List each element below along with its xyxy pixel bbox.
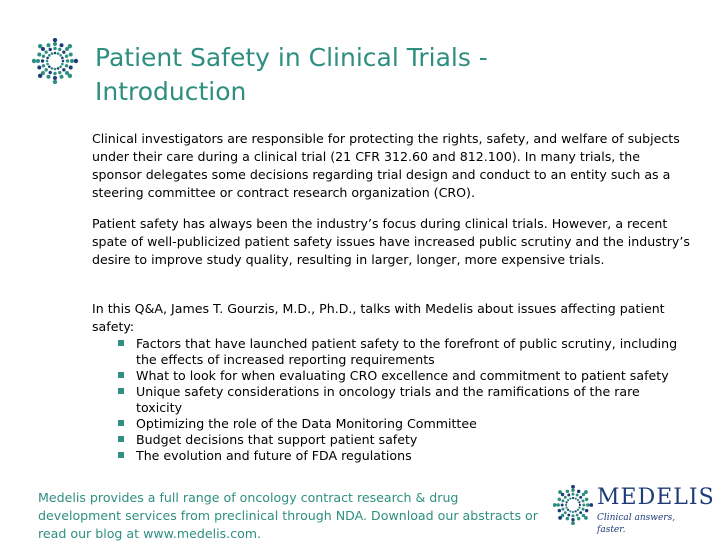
burst-dot <box>48 65 51 68</box>
burst-dot <box>65 55 68 58</box>
intro-paragraph: Clinical investigators are responsible for protecting the rights, safety, and welfare of subjects under their care during a clinical trial (21 CFR 312.60 and 812.100). In many trials, the sponsor delegates some decisions regarding trial design and conduct to an entity such as a steering committee or contract research organization (CRO). <box>92 131 680 200</box>
footer-promo-text: Medelis provides a full range of oncology contract research & drug development services from preclinical through NDA. Download our abstracts or read our blog at www.medelis.com. <box>38 490 538 541</box>
slide-title <box>95 41 715 109</box>
burst-dot <box>569 510 571 512</box>
burst-dot <box>60 43 64 47</box>
burst-dot <box>48 54 51 57</box>
burst-dot <box>576 493 579 496</box>
burst-dot <box>565 501 567 503</box>
burst-dot <box>582 499 585 502</box>
burst-dot <box>584 490 588 494</box>
burst-dot <box>558 490 562 494</box>
burst-dot <box>569 497 571 499</box>
burst-dot <box>577 499 579 501</box>
burst-dot <box>57 67 60 70</box>
bullet-item: Optimizing the role of the Data Monitoring Committee <box>116 416 686 432</box>
burst-dot <box>58 48 61 51</box>
burst-dot <box>561 504 564 507</box>
burst-dot <box>69 66 73 70</box>
burst-dot <box>561 499 564 502</box>
burst-dot <box>53 42 57 46</box>
burst-dot <box>584 516 588 520</box>
burst-dot <box>58 71 61 74</box>
bullet-item: The evolution and future of FDA regulations <box>116 448 686 464</box>
burst-dot <box>37 52 41 56</box>
burst-dot <box>558 498 561 501</box>
burst-dot <box>572 493 575 496</box>
burst-dot <box>49 48 52 51</box>
burst-dot <box>65 64 68 67</box>
burst-dot <box>68 44 72 48</box>
burst-dot <box>74 59 78 63</box>
burst-dot <box>42 55 45 58</box>
burst-dot <box>59 54 62 57</box>
burst-dot <box>577 517 580 520</box>
square-bullet-icon <box>118 452 124 458</box>
bullet-item: Factors that have launched patient safety to the forefront of public scrutiny, including the effects of increased reporting requirements <box>116 336 686 368</box>
burst-dot <box>571 485 575 489</box>
burst-dot <box>61 63 64 66</box>
burst-dot <box>54 52 57 55</box>
burst-dot <box>46 60 49 63</box>
safety-paragraph: Patient safety has always been the industry’s focus during clinical trials. However, a recent spate of well-publicized patient safety issues have increased public scrutiny and the industry’s desire to improve study quality, resulting in larger, longer, more expensive trials. <box>92 216 690 267</box>
burst-dot <box>37 66 41 70</box>
bullet-item: Budget decisions that support patient safety <box>116 432 686 448</box>
square-bullet-icon <box>118 420 124 426</box>
qa-intro-paragraph: In this Q&A, James T. Gourzis, M.D., Ph.D., talks with Medelis about issues affecting patient safety: <box>92 301 665 334</box>
burst-dot <box>564 511 567 514</box>
burst-dot <box>46 43 50 47</box>
burst-dot <box>57 52 60 55</box>
burst-dot <box>582 504 585 507</box>
burst-dot <box>69 52 73 56</box>
burst-dot <box>41 59 44 62</box>
burst-dot <box>572 511 574 513</box>
burst-dot <box>49 71 52 74</box>
burst-dot <box>53 80 57 84</box>
burst-dot <box>571 488 574 491</box>
burst-dot <box>566 490 569 493</box>
burst-dot <box>585 509 588 512</box>
bullet-item: What to look for when evaluating CRO excellence and commitment to patient safety <box>116 368 686 384</box>
burst-dot <box>575 497 577 499</box>
burst-dot <box>576 514 579 517</box>
burst-dot <box>567 509 569 511</box>
burst-dot <box>54 68 57 71</box>
square-bullet-icon <box>118 340 124 346</box>
burst-dot <box>53 38 57 42</box>
burst-dot <box>62 60 65 63</box>
burst-dot <box>565 507 567 509</box>
burst-dot <box>572 514 575 517</box>
burst-dot <box>578 501 580 503</box>
burst-dot <box>567 493 570 496</box>
burst-dot <box>62 50 65 53</box>
burst-dot <box>577 490 580 493</box>
burst-dot <box>46 63 49 66</box>
burst-dot <box>579 504 581 506</box>
burst-dot <box>575 510 577 512</box>
burst-dot <box>61 57 64 60</box>
burst-dot <box>68 74 72 78</box>
burst-dot <box>53 72 56 75</box>
burst-dot <box>582 508 585 511</box>
burst-dot <box>53 76 57 80</box>
medelis-small-burst-icon <box>553 485 593 525</box>
burst-dot <box>579 511 582 514</box>
burst-dot <box>53 47 56 50</box>
burst-dot <box>46 57 49 60</box>
burst-dot <box>44 68 47 71</box>
burst-dot <box>38 74 42 78</box>
square-bullet-icon <box>118 372 124 378</box>
burst-dot <box>571 521 575 525</box>
burst-dot <box>44 50 47 53</box>
burst-dot <box>60 75 64 79</box>
burst-dot <box>51 52 54 55</box>
topic-bullet-list <box>116 336 686 464</box>
burst-dot <box>585 498 588 501</box>
burst-dot <box>567 514 570 517</box>
burst-dot <box>51 67 54 70</box>
medelis-burst-logo-icon <box>32 38 78 84</box>
burst-dot <box>589 503 593 507</box>
burst-dot <box>586 503 589 506</box>
burst-dot <box>46 75 50 79</box>
burst-dot <box>572 497 574 499</box>
title-line-1: Patient Safety in Clinical Trials - <box>95 43 488 72</box>
burst-dot <box>32 59 36 63</box>
burst-dot <box>565 504 567 506</box>
square-bullet-icon <box>118 436 124 442</box>
burst-dot <box>553 503 557 507</box>
square-bullet-icon <box>118 388 124 394</box>
burst-dot <box>70 59 74 63</box>
burst-dot <box>38 44 42 48</box>
burst-dot <box>66 59 69 62</box>
burst-dot <box>556 503 559 506</box>
burst-dot <box>567 499 569 501</box>
burst-dot <box>577 509 579 511</box>
burst-dot <box>59 65 62 68</box>
burst-dot <box>42 64 45 67</box>
burst-dot <box>564 496 567 499</box>
brand-tagline: Clinical answers, faster. <box>597 513 676 535</box>
brand-name: MEDELIS <box>597 485 715 510</box>
burst-dot <box>62 68 65 71</box>
burst-dot <box>571 518 574 521</box>
bullet-item: Unique safety considerations in oncology trials and the ramifications of the rare toxicity <box>116 384 686 416</box>
title-line-2: Introduction <box>95 77 247 106</box>
burst-dot <box>558 509 561 512</box>
burst-dot <box>579 496 582 499</box>
burst-dot <box>558 516 562 520</box>
burst-dot <box>561 508 564 511</box>
burst-dot <box>36 59 40 63</box>
burst-dot <box>578 507 580 509</box>
burst-dot <box>566 517 569 520</box>
medelis-brand-logo <box>553 483 715 535</box>
